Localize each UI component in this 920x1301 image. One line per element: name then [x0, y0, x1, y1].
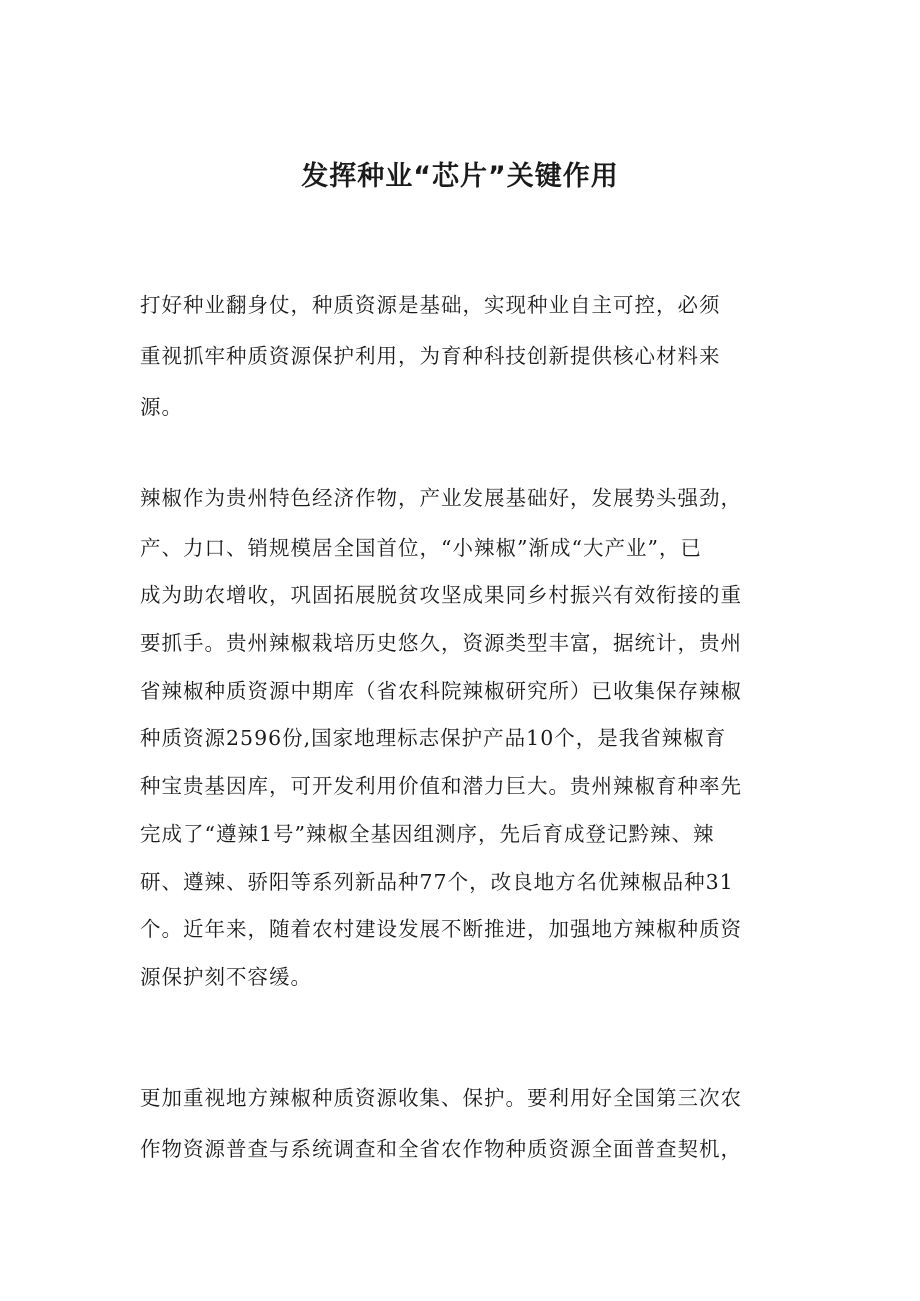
paragraph-line: 种宝贵基因库，可开发利用价值和潜力巨大。贵州辣椒育种率先 — [140, 774, 742, 798]
paragraph-line: 成为助农增收，巩固拓展脱贫攻坚成果同乡村振兴有效衔接的重 — [140, 583, 742, 607]
paragraph-line: 省辣椒种质资源中期库（省农科院辣椒研究所）已收集保存辣椒 — [140, 679, 742, 703]
paragraph-line: 打好种业翻身仗，种质资源是基础，实现种业自主可控，必须 — [140, 293, 721, 317]
paragraph-line: 完成了“遵辣1号”辣椒全基因组测序，先后育成登记黔辣、辣 — [140, 822, 715, 846]
paragraph-line: 重视抓牢种质资源保护利用，为育种科技创新提供核心材料来 — [140, 344, 721, 368]
paragraph-line: 要抓手。贵州辣椒栽培历史悠久，资源类型丰富，据统计，贵州 — [140, 631, 742, 655]
document-title: 发挥种业“芯片”关键作用 — [301, 161, 619, 192]
paragraph-line: 产、力口、销规模居全国首位，“小辣椒”渐成“大产业”，已 — [140, 536, 702, 560]
paragraph-line: 源。 — [140, 395, 183, 419]
paragraph-line: 种质资源2596份,国家地理标志保护产品10个，是我省辣椒育 — [140, 726, 727, 750]
paragraph-line: 研、遵辣、骄阳等系列新品种77个，改良地方名优辣椒品种31 — [140, 870, 734, 894]
paragraph-line: 辣椒作为贵州特色经济作物，产业发展基础好，发展势头强劲， — [140, 486, 742, 510]
paragraph-line: 个。近年来，随着农村建设发展不断推进，加强地方辣椒种质资 — [140, 917, 742, 941]
paragraph-line: 源保护刻不容缓。 — [140, 965, 312, 989]
paragraph-line: 更加重视地方辣椒种质资源收集、保护。要利用好全国第三次农 — [140, 1086, 742, 1110]
paragraph-line: 作物资源普查与系统调查和全省农作物种质资源全面普查契机， — [140, 1137, 742, 1161]
